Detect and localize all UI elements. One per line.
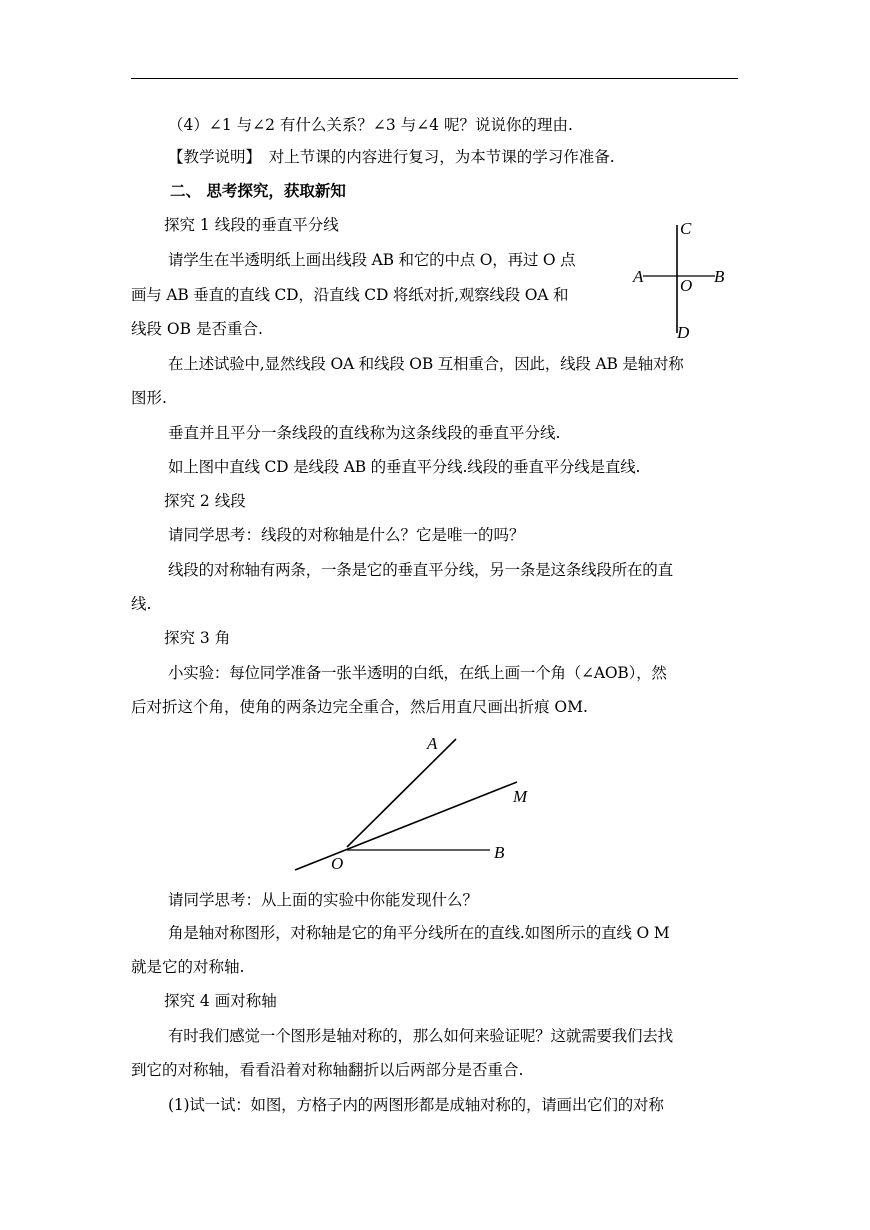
paragraph-line: 有时我们感觉一个图形是轴对称的，那么如何来验证呢？这就需要我们去找 <box>168 1027 673 1045</box>
label-c: C <box>680 219 692 238</box>
paragraph-line: 图形. <box>131 389 167 407</box>
label-o: O <box>680 276 693 295</box>
paragraph-line: 线段的对称轴有两条，一条是它的垂直平分线，另一条是这条线段所在的直 <box>168 561 673 579</box>
paragraph-line: 线段 OB 是否重合. <box>131 320 263 338</box>
paragraph-line: 小实验：每位同学准备一张半透明的白纸，在纸上画一个角（∠AOB），然 <box>168 664 667 682</box>
perpendicular-bisector-figure <box>630 215 740 345</box>
angle-bisector-figure <box>285 725 545 880</box>
ray-om-extended <box>295 782 517 870</box>
label-a: A <box>633 267 644 286</box>
label-o: O <box>331 854 344 873</box>
paragraph-line: 如上图中直线 CD 是线段 AB 的垂直平分线.线段的垂直平分线是直线. <box>168 458 641 476</box>
definition-line: 垂直并且平分一条线段的直线称为这条线段的垂直平分线. <box>168 424 561 442</box>
explore-2-title: 探究 2 线段 <box>164 492 246 510</box>
label-d: D <box>677 323 690 342</box>
label-m: M <box>513 787 528 806</box>
paragraph-line: 请学生在半透明纸上画出线段 AB 和它的中点 O，再过 O 点 <box>168 251 576 269</box>
explore-3-title: 探究 3 角 <box>164 629 231 647</box>
paragraph-line: 后对折这个角，使角的两条边完全重合，然后用直尺画出折痕 OM. <box>131 698 588 716</box>
label-b: B <box>714 267 725 286</box>
section-heading: 二、 思考探究，获取新知 <box>170 181 346 200</box>
paragraph-line: 请同学思考：从上面的实验中你能发现什么？ <box>168 891 479 909</box>
ray-oa <box>347 739 456 847</box>
label-b: B <box>494 843 505 862</box>
paragraph-line: 在上述试验中,显然线段 OA 和线段 OB 互相重合，因此，线段 AB 是轴对称 <box>168 355 684 373</box>
teaching-note: 【教学说明】 对上节课的内容进行复习，为本节课的学习作准备. <box>168 148 615 166</box>
paragraph-line: 线. <box>131 595 152 613</box>
paragraph-line: 请同学思考：线段的对称轴是什么？它是唯一的吗？ <box>168 526 525 544</box>
paragraph-line: 到它的对称轴，看看沿着对称轴翻折以后两部分是否重合. <box>131 1061 524 1079</box>
paragraph-line: (1)试一试：如图，方格子内的两图形都是成轴对称的，请画出它们的对称 <box>168 1096 664 1114</box>
question-4: （4）∠1 与∠2 有什么关系？∠3 与∠4 呢？说说你的理由. <box>168 116 573 134</box>
paragraph-line: 角是轴对称图形，对称轴是它的角平分线所在的直线.如图所示的直线 O M <box>168 924 670 942</box>
paragraph-line: 画与 AB 垂直的直线 CD，沿直线 CD 将纸对折,观察线段 OA 和 <box>131 286 569 304</box>
label-a: A <box>427 734 438 753</box>
explore-1-title: 探究 1 线段的垂直平分线 <box>164 216 339 234</box>
explore-4-title: 探究 4 画对称轴 <box>164 992 277 1010</box>
header-rule <box>131 78 738 79</box>
paragraph-line: 就是它的对称轴. <box>131 958 245 976</box>
